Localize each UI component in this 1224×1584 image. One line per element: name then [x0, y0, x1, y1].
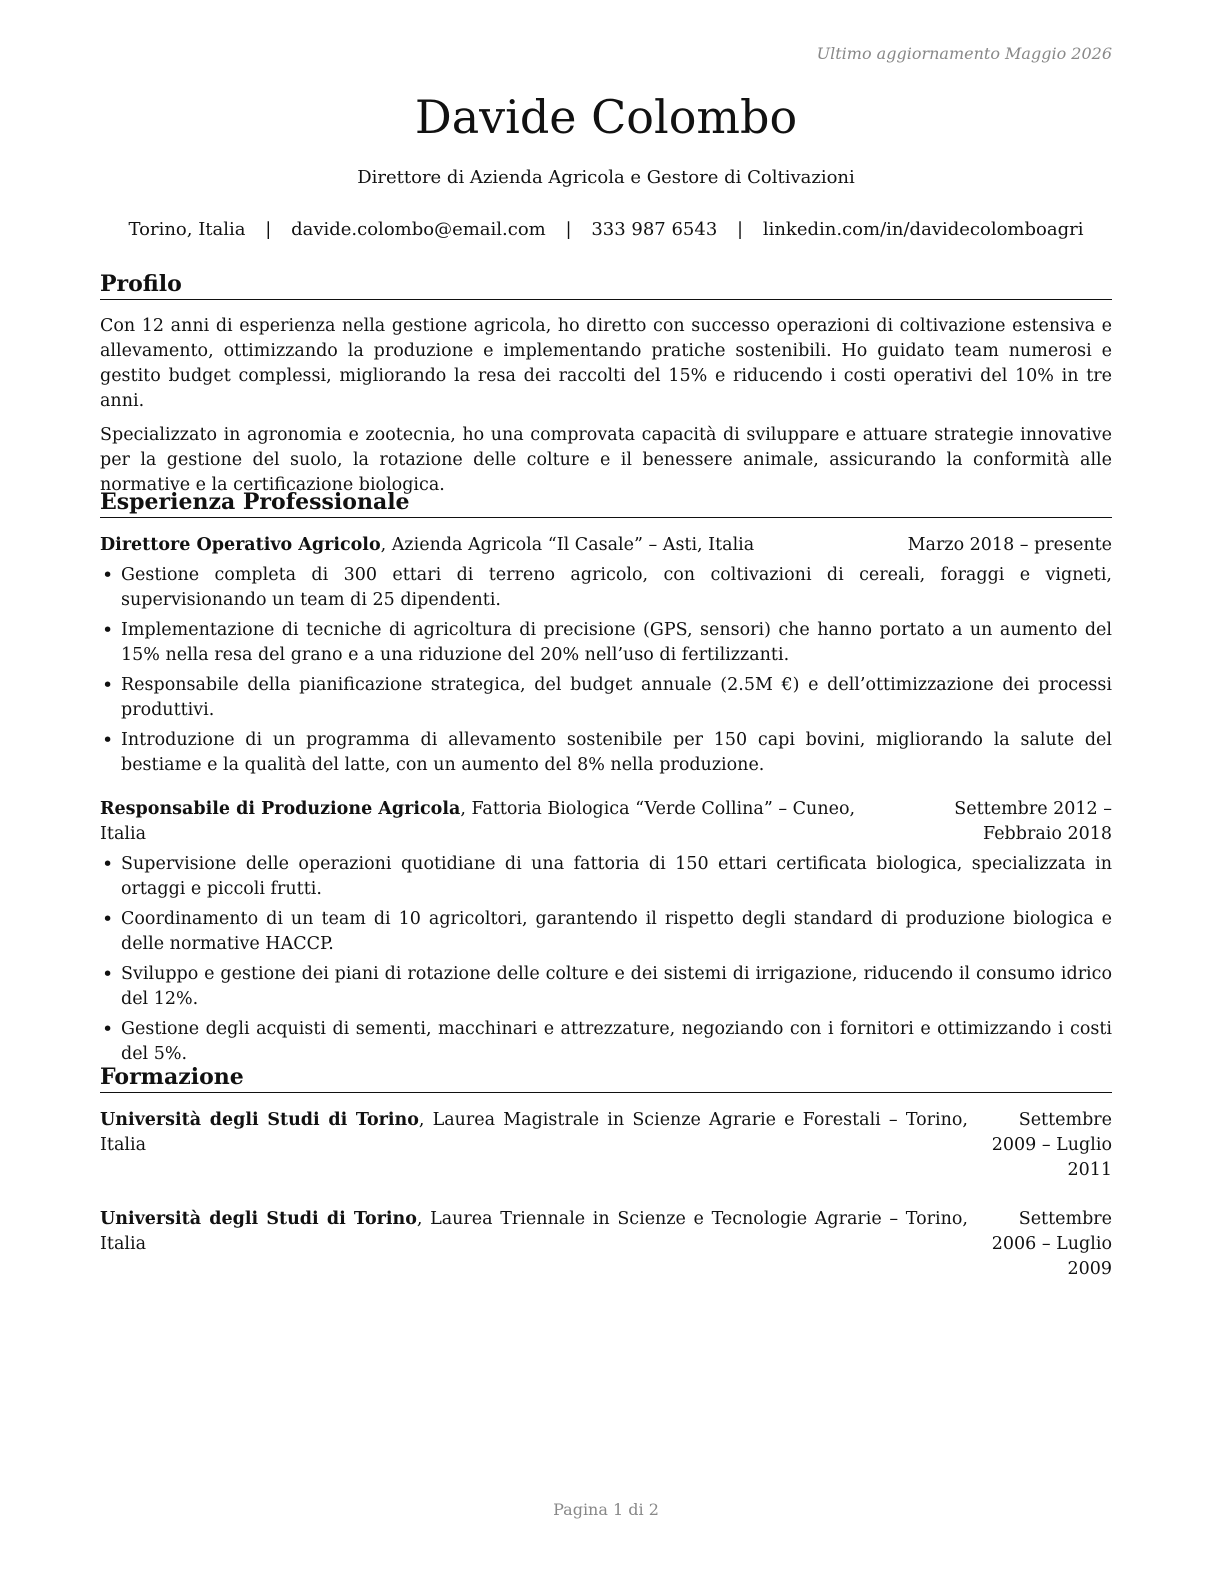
job-bullet: • Coordinamento di un team di 10 agricoltori, garantendo il rispetto degli standard di produzione biologica e delle normative HACCP. [100, 907, 1112, 957]
job-organization: , Azienda Agricola “Il Casale” – Asti, Italia [380, 535, 755, 555]
profile-paragraph: Specializzato in agronomia e zootecnia, ho una comprovata capacità di sviluppare e attuare strategie innovative per la gestione del suolo, la rotazione delle colture e il benessere animale, assicurando la conformità alle normative e la certificazione biologica. [100, 425, 1112, 495]
page-number: Pagina 1 di 2 [553, 1500, 659, 1519]
job-bullet: • Gestione completa di 300 ettari di terreno agricolo, con coltivazioni di cereali, foraggi e vigneti, supervisionando un team di 25 dipendenti. [100, 563, 1112, 613]
candidate-name: Davide Colombo [414, 90, 798, 144]
contact-line [100, 219, 1112, 240]
job-header [100, 533, 1112, 558]
job-bullet: • Implementazione di tecniche di agricoltura di precisione (GPS, sensori) che hanno portato a un aumento del 15% nella resa del grano e a una riduzione del 20% nell’uso di fertilizzanti. [100, 618, 1112, 668]
job-bullet: • Introduzione di un programma di allevamento sostenibile per 150 capi bovini, migliorando la salute del bestiame e la qualità del latte, con un aumento del 8% nella produzione. [100, 728, 1112, 778]
job-role: Direttore Operativo Agricolo [100, 535, 381, 555]
contact-separator: | [565, 219, 572, 240]
section-title-education: Formazione [100, 1063, 1112, 1093]
job-title-line [100, 533, 754, 558]
job-dates: Settembre 2012 – Febbraio 2018 [954, 799, 1112, 844]
job-bullets [100, 563, 1112, 778]
contact-linkedin[interactable]: linkedin.com/in/davidecolomboagri [762, 219, 1084, 240]
job-entry [100, 797, 1112, 1067]
last-updated: Ultimo aggiornamento Maggio 2026 [816, 44, 1112, 63]
education-entry [100, 1108, 1112, 1183]
contact-separator: | [265, 219, 272, 240]
job-organization: , Fattoria Biologica “Verde Collina” – Cuneo, Italia [100, 799, 856, 844]
job-entry [100, 533, 1112, 778]
job-dates: Marzo 2018 – presente [907, 535, 1112, 555]
job-bullet: • Gestione degli acquisti di sementi, macchinari e attrezzature, negoziando con i fornitori e ottimizzando i costi del 5%. [100, 1017, 1112, 1067]
candidate-headline: Direttore di Azienda Agricola e Gestore di Coltivazioni [357, 167, 855, 188]
job-header [100, 797, 1112, 847]
contact-email[interactable]: davide.colombo@email.com [291, 219, 546, 240]
education-section [100, 1063, 1112, 1282]
education-school: Università degli Studi di Torino [100, 1110, 419, 1130]
contact-phone: 333 987 6543 [591, 219, 718, 240]
contact-separator: | [737, 219, 744, 240]
section-title-profile: Profilo [100, 270, 1112, 300]
job-bullet: • Supervisione delle operazioni quotidiane di una fattoria di 150 ettari certificata biologica, specializzata in ortaggi e piccoli frutti. [100, 852, 1112, 902]
job-bullets [100, 852, 1112, 1067]
education-entry [100, 1207, 1112, 1282]
profile-section [100, 270, 1112, 498]
education-dates: Settembre 2006 – Luglio 2009 [991, 1209, 1112, 1279]
job-bullet: • Responsabile della pianificazione strategica, del budget annuale (2.5M €) e dell’ottimizzazione dei processi produttivi. [100, 673, 1112, 723]
profile-paragraph: Con 12 anni di esperienza nella gestione agricola, ho diretto con successo operazioni di coltivazione estensiva e allevamento, ottimizzando la produzione e implementando pratiche sostenibili. Ho guidato team numerosi e gestito budget complessi, migliorando la resa dei raccolti del 15% e riducendo i costi operativi del 10% in tre anni. [100, 316, 1112, 411]
education-dates: Settembre 2009 – Luglio 2011 [991, 1110, 1112, 1180]
contact-location: Torino, Italia [128, 219, 246, 240]
job-bullet: • Sviluppo e gestione dei piani di rotazione delle colture e dei sistemi di irrigazione, riducendo il consumo idrico del 12%. [100, 962, 1112, 1012]
education-description [100, 1108, 968, 1183]
resume-page [100, 0, 1112, 1584]
education-description [100, 1207, 968, 1282]
education-degree: , Laurea Magistrale in Scienze Agrarie e Forestali – Torino, Italia [100, 1110, 968, 1155]
job-title-line [100, 797, 872, 847]
section-title-experience: Esperienza Professionale [100, 488, 1112, 518]
job-role: Responsabile di Produzione Agricola [100, 799, 461, 819]
education-degree: , Laurea Triennale in Scienze e Tecnologie Agrarie – Torino, Italia [100, 1209, 968, 1254]
education-school: Università degli Studi di Torino [100, 1209, 417, 1229]
experience-section [100, 488, 1112, 1072]
